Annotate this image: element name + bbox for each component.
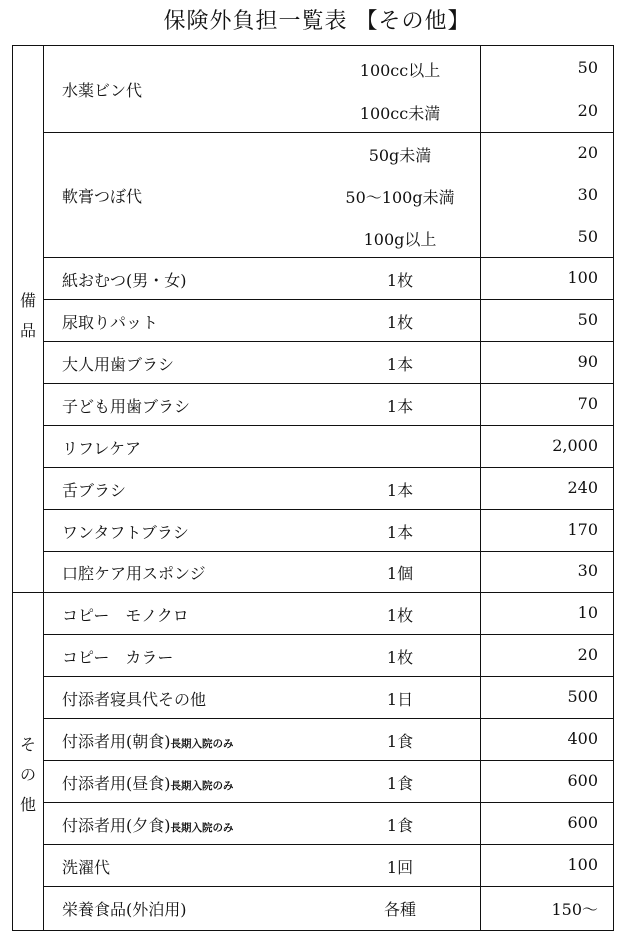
item-note: 長期入院のみ: [170, 822, 234, 834]
item-name: 子ども用歯ブラシ: [62, 397, 191, 416]
item-price: 70: [577, 394, 598, 413]
row-divider: [43, 257, 614, 258]
item-name: 尿取りパット: [62, 313, 159, 332]
item-name: リフレケア: [62, 439, 142, 458]
item-name: 大人用歯ブラシ: [62, 355, 175, 374]
item-name: 軟膏つぼ代: [62, 187, 143, 206]
row-divider: [43, 383, 614, 384]
item-note: 長期入院のみ: [170, 780, 234, 792]
row-divider: [43, 299, 614, 300]
page-title: 保険外負担一覧表 【その他】: [163, 9, 471, 34]
item-unit: 各種: [383, 900, 416, 919]
item-name: ワンタフトブラシ: [62, 523, 189, 542]
item-name: [62, 729, 234, 752]
item-price: 600: [567, 813, 598, 832]
item-unit: 1枚: [386, 648, 414, 667]
row-divider: [43, 844, 614, 845]
item-unit: 1本: [386, 397, 414, 416]
item-price: 20: [577, 645, 598, 664]
item-name: [62, 771, 234, 794]
item-price: 90: [577, 352, 598, 371]
item-name: 栄養食品(外泊用): [62, 900, 187, 919]
item-price: 50: [577, 227, 598, 246]
category-char: の: [19, 765, 36, 784]
item-unit: 1枚: [386, 313, 414, 332]
row-divider: [43, 634, 614, 635]
item-name: 水薬ビン代: [62, 81, 143, 100]
row-divider: [43, 132, 614, 133]
item-unit: 1食: [386, 774, 414, 793]
item-price: 20: [577, 101, 598, 120]
category-char: 備: [19, 291, 36, 310]
row-divider: [43, 425, 614, 426]
row-divider: [43, 341, 614, 342]
item-unit: 1個: [386, 564, 414, 583]
category-label-other: [12, 730, 44, 820]
item-unit: 1本: [386, 523, 414, 542]
row-divider: [43, 802, 614, 803]
item-price: 20: [577, 143, 598, 162]
row-divider: [43, 718, 614, 719]
item-price: 10: [577, 603, 598, 622]
item-unit: 1回: [386, 858, 414, 877]
item-name: 紙おむつ(男・女): [62, 271, 187, 290]
item-name: コピー モノクロ: [62, 606, 189, 625]
item-price: 50: [577, 58, 598, 77]
item-name-text: 付添者用(夕食): [62, 816, 171, 835]
item-name: 洗濯代: [62, 858, 111, 877]
item-name: [62, 813, 234, 836]
item-name: コピー カラー: [62, 648, 174, 667]
item-unit: 1枚: [386, 271, 414, 290]
item-name-text: 付添者用(朝食): [62, 732, 171, 751]
item-price: 170: [567, 520, 598, 539]
item-price: 400: [567, 729, 598, 748]
item-price: 2,000: [552, 436, 598, 455]
row-divider: [43, 760, 614, 761]
row-divider: [43, 886, 614, 887]
item-price: 500: [567, 687, 598, 706]
item-unit: 1本: [386, 481, 414, 500]
category-row-divider: [12, 592, 614, 593]
category-label-equipment: [12, 286, 44, 346]
item-sub-option: 100cc以上: [359, 61, 441, 80]
item-unit: 1枚: [386, 606, 414, 625]
item-name: 舌ブラシ: [62, 481, 127, 500]
item-price: 30: [577, 561, 598, 580]
item-unit: 1食: [386, 816, 414, 835]
item-sub-option: 100g以上: [363, 230, 437, 249]
item-price: 240: [567, 478, 598, 497]
row-divider: [43, 467, 614, 468]
item-sub-option: 50～100g未満: [345, 188, 455, 207]
category-char: そ: [19, 735, 36, 754]
item-note: 長期入院のみ: [170, 738, 234, 750]
item-sub-option: 50g未満: [368, 146, 432, 165]
item-price: 50: [577, 310, 598, 329]
item-name: 口腔ケア用スポンジ: [62, 564, 206, 583]
item-sub-option: 100cc未満: [359, 104, 441, 123]
item-unit: 1本: [386, 355, 414, 374]
item-unit: 1日: [386, 690, 414, 709]
item-name-text: 付添者用(昼食): [62, 774, 171, 793]
item-price: 30: [577, 185, 598, 204]
category-char: 他: [19, 795, 36, 814]
item-price: 150～: [551, 900, 598, 919]
item-price: 100: [567, 855, 598, 874]
row-divider: [43, 551, 614, 552]
item-unit: 1食: [386, 732, 414, 751]
row-divider: [43, 676, 614, 677]
item-price: 600: [567, 771, 598, 790]
price-divider: [480, 45, 481, 931]
category-char: 品: [19, 321, 36, 340]
row-divider: [43, 509, 614, 510]
item-name: 付添者寝具代その他: [62, 690, 207, 709]
item-price: 100: [567, 268, 598, 287]
